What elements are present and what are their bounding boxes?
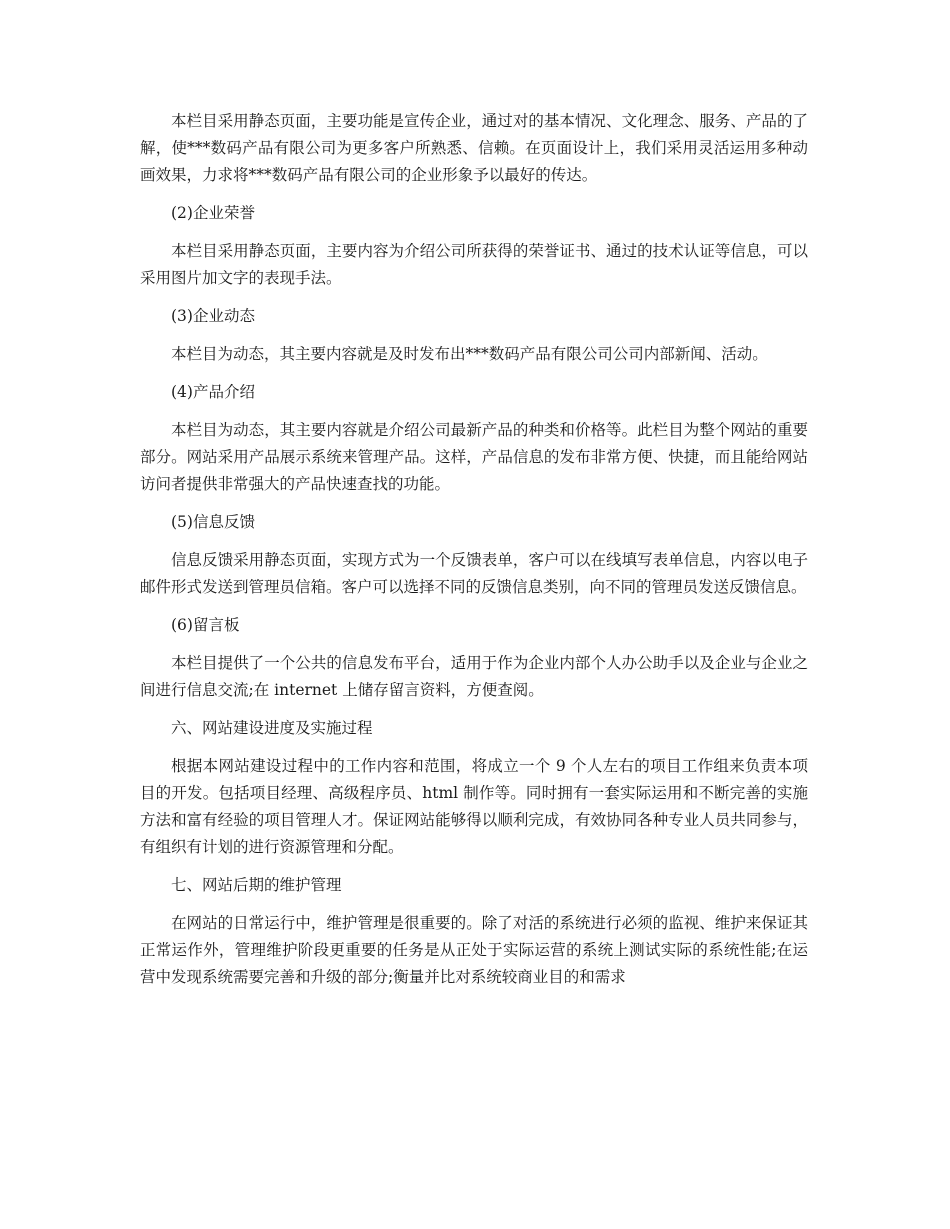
paragraph-message-board: 本栏目提供了一个公共的信息发布平台，适用于作为企业内部个人办公助手以及企业与企业之间进行信息交流;在 internet 上储存留言资料，方便查阅。 [140,654,808,699]
heading-company-honors: (2)企业荣誉 [171,204,255,222]
paragraph-section-seven: 在网站的日常运行中，维护管理是很重要的。除了对活的系统进行必须的监视、维护来保证其正常运作外，管理维护阶段更重要的任务是从正处于实际运营的系统上测试实际的系统性能;在运营中发现系统需要完善和升级的部分;衡量并比对系统较商业目的和需求 [140,914,808,986]
heading-feedback: (5)信息反馈 [171,513,255,531]
heading-product-intro: (4)产品介绍 [171,383,255,401]
paragraph-product-intro: 本栏目为动态，其主要内容就是介绍公司最新产品的种类和价格等。此栏目为整个网站的重要部分。网站采用产品展示系统来管理产品。这样，产品信息的发布非常方便、快捷，而且能给网站访问者提供非常强大的产品快速查找的功能。 [140,421,808,493]
heading-message-board: (6)留言板 [171,616,240,634]
heading-section-seven: 七、网站后期的维护管理 [171,876,342,894]
paragraph-company-intro: 本栏目采用静态页面，主要功能是宣传企业，通过对的基本情况、文化理念、服务、产品的了解，使***数码产品有限公司为更多客户所熟悉、信赖。在页面设计上，我们采用灵活运用多种动画效果，力求将***数码产品有限公司的企业形象予以最好的传达。 [140,112,808,184]
heading-section-six: 六、网站建设进度及实施过程 [171,719,373,737]
heading-company-news: (3)企业动态 [171,307,255,325]
paragraph-section-six: 根据本网站建设过程中的工作内容和范围，将成立一个 9 个人左右的项目工作组来负责本项目的开发。包括项目经理、高级程序员、html 制作等。同时拥有一套实际运用和不断完善的实施方法和富有经验的项目管理人才。保证网站能够得以顺利完成，有效协同各种专业人员共同参与，有组织有计划的进行资源管理和分配。 [140,757,808,856]
paragraph-company-honors: 本栏目采用静态页面，主要内容为介绍公司所获得的荣誉证书、通过的技术认证等信息，可以采用图片加文字的表现手法。 [140,242,808,287]
paragraph-company-news: 本栏目为动态，其主要内容就是及时发布出***数码产品有限公司公司内部新闻、活动。 [171,345,768,363]
paragraph-feedback: 信息反馈采用静态页面，实现方式为一个反馈表单，客户可以在线填写表单信息，内容以电子邮件形式发送到管理员信箱。客户可以选择不同的反馈信息类别，向不同的管理员发送反馈信息。 [140,551,808,596]
document-page [140,108,808,1002]
